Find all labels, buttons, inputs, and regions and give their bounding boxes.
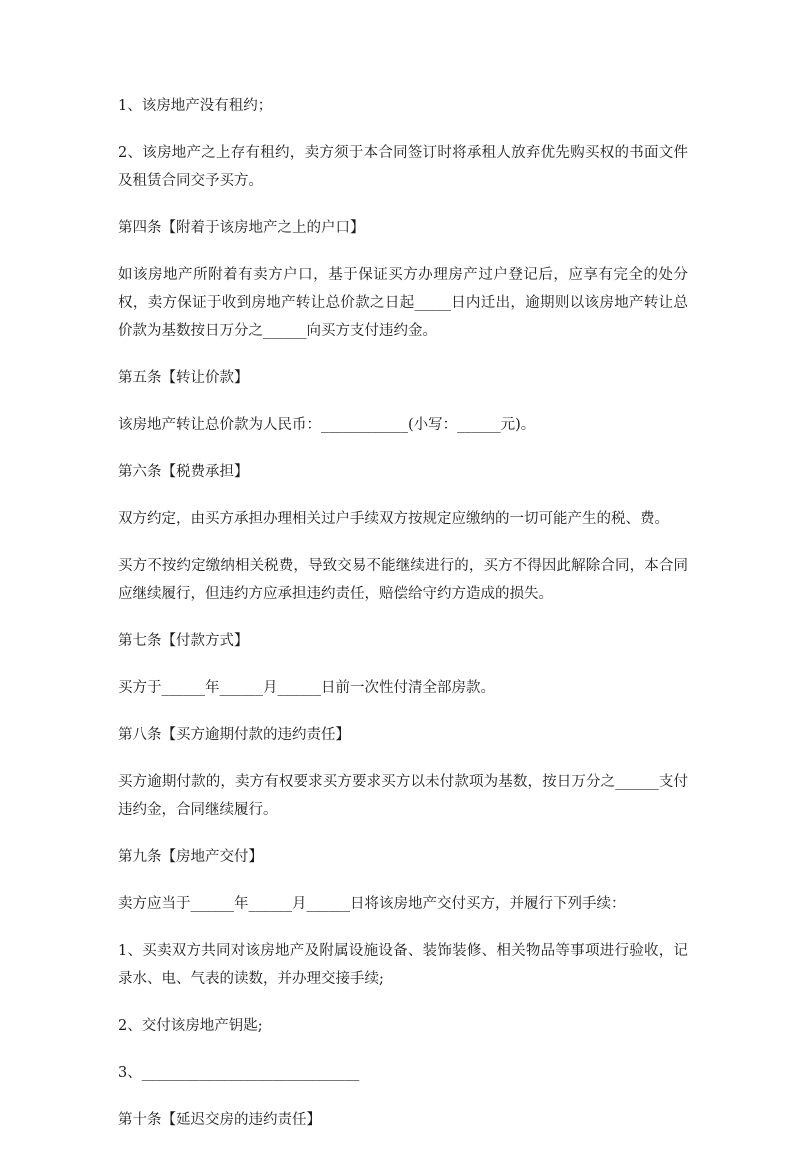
clause-item-no-lease: 1、该房地产没有租约；	[118, 98, 273, 114]
article-10-heading: 第十条【延迟交房的违约责任】	[118, 1112, 321, 1128]
article-6-text-2: 买方不按约定缴纳相关税费，导致交易不能继续进行的，买方不得因此解除合同，本合同应继续履行，但违约方应承担违约责任，赔偿给守约方造成的损失。	[118, 558, 688, 602]
article-4-text: 如该房地产所附着有卖方户口，基于保证买方办理房产过户登记后，应享有完全的处分权，卖方保证于收到房地产转让总价款之日起_____日内迁出，逾期则以该房地产转让总价款为基数按日万分之______向买方支付违约金。	[118, 267, 688, 339]
article-9-heading: 第九条【房地产交付】	[118, 849, 263, 865]
article-9-text: 卖方应当于______年______月______日将该房地产交付买方，并履行下列手续：	[118, 896, 626, 912]
article-6-text-1: 双方约定，由买方承担办理相关过户手续双方按规定应缴纳的一切可能产生的税、费。	[118, 511, 669, 527]
article-9-item-3: 3、______________________________	[118, 1065, 360, 1081]
article-9-item-1: 1、买卖双方共同对该房地产及附属设施设备、装饰装修、相关物品等事项进行验收，记录水、电、气表的读数，并办理交接手续;	[118, 943, 688, 987]
article-7-text: 买方于______年______月______日前一次性付清全部房款。	[118, 680, 495, 696]
article-9-item-2: 2、交付该房地产钥匙;	[118, 1018, 263, 1034]
article-5-heading: 第五条【转让价款】	[118, 370, 249, 386]
article-6-heading: 第六条【税费承担】	[118, 464, 249, 480]
article-5-text: 该房地产转让总价款为人民币：____________(小写：______元)。	[118, 417, 536, 433]
article-8-heading: 第八条【买方逾期付款的违约责任】	[118, 727, 350, 743]
article-8-text: 买方逾期付款的，卖方有权要求买方要求买方以未付款项为基数，按日万分之______支付违约金，合同继续履行。	[118, 774, 688, 818]
article-7-heading: 第七条【付款方式】	[118, 633, 249, 649]
clause-item-existing-lease: 2、该房地产之上存有租约，卖方须于本合同签订时将承租人放弃优先购买权的书面文件及租赁合同交予买方。	[118, 145, 688, 189]
document-body	[118, 92, 688, 1153]
article-4-heading: 第四条【附着于该房地产之上的户口】	[118, 220, 365, 236]
